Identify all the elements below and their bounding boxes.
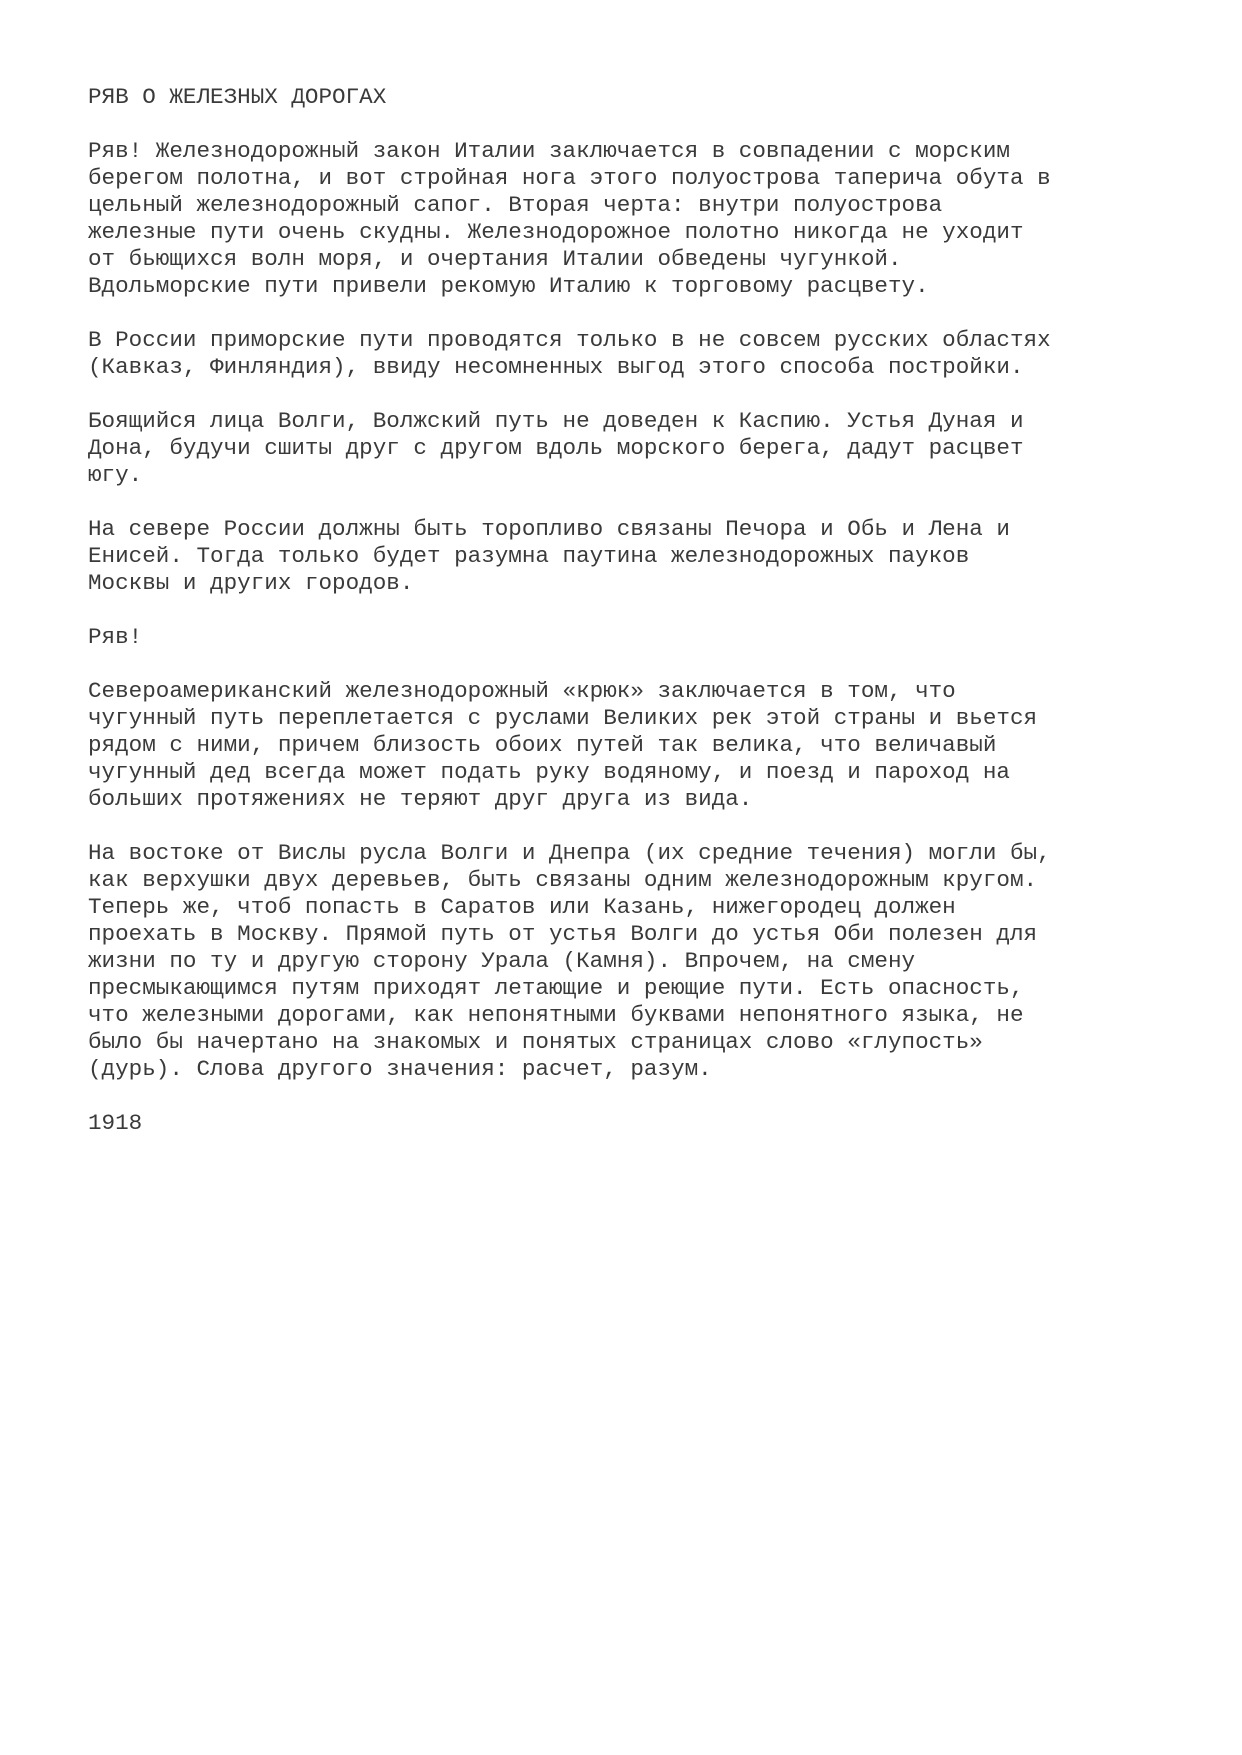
text-line: 1918 [88,1110,143,1136]
text-line: жизни по ту и другую сторону Урала (Камня). Впрочем, на смену [88,948,916,974]
text-line: (Кавказ, Финляндия), ввиду несомненных выгод этого способа постройки. [88,354,1024,380]
text-line: пресмыкающимся путям приходят летающие и реющие пути. Есть опасность, [88,975,1024,1001]
text-line: что железными дорогами, как непонятными буквами непонятного языка, не [88,1002,1024,1028]
text-line: Дона, будучи сшиты друг с другом вдоль морского берега, дадут расцвет [88,435,1024,461]
text-line: больших протяжениях не теряют друг друга из вида. [88,786,753,812]
text-line: Енисей. Тогда только будет разумна паутина железнодорожных пауков [88,543,970,569]
text-line: от бьющихся волн моря, и очертания Италии обведены чугункой. [88,246,902,272]
paragraph-4 [88,516,1168,597]
paragraph-5 [88,624,1168,651]
text-line: железные пути очень скудны. Железнодорожное полотно никогда не уходит [88,219,1024,245]
text-line: Теперь же, чтоб попасть в Саратов или Казань, нижегородец должен [88,894,956,920]
text-line: Вдольморские пути привели рекомую Италию к торговому расцвету. [88,273,929,299]
text-line: как верхушки двух деревьев, быть связаны одним железнодорожным кругом. [88,867,1038,893]
paragraph-6 [88,678,1168,813]
text-line: (дурь). Слова другого значения: расчет, разум. [88,1056,712,1082]
text-line: чугунный путь переплетается с руслами Великих рек этой страны и вьется [88,705,1038,731]
document-title: РЯВ О ЖЕЛЕЗНЫХ ДОРОГАХ [88,84,387,110]
text-line: югу. [88,462,143,488]
text-line: рядом с ними, причем близость обоих путей так велика, что величавый [88,732,997,758]
text-line: На востоке от Вислы русла Волги и Днепра (их средние течения) могли бы, [88,840,1051,866]
paragraph-3 [88,408,1168,489]
text-line: берегом полотна, и вот стройная нога этого полуострова таперича обута в [88,165,1051,191]
date-line [88,1110,1168,1137]
paragraph-2 [88,327,1168,381]
paragraph-7 [88,840,1168,1083]
text-line: На севере России должны быть торопливо связаны Печора и Обь и Лена и [88,516,1010,542]
document-page [88,84,1168,1164]
text-line: чугунный дед всегда может подать руку водяному, и поезд и пароход на [88,759,1010,785]
text-line: проехать в Москву. Прямой путь от устья Волги до устья Оби полезен для [88,921,1038,947]
text-line: цельный железнодорожный сапог. Вторая черта: внутри полуострова [88,192,943,218]
text-line: Североамериканский железнодорожный «крюк» заключается в том, что [88,678,956,704]
text-line: было бы начертано на знакомых и понятых страницах слово «глупость» [88,1029,983,1055]
text-line: Боящийся лица Волги, Волжский путь не доведен к Каспию. Устья Дуная и [88,408,1024,434]
text-line: Ряв! [88,624,143,650]
text-line: В России приморские пути проводятся только в не совсем русских областях [88,327,1051,353]
text-line: Москвы и других городов. [88,570,414,596]
paragraph-1 [88,138,1168,300]
text-line: Ряв! Железнодорожный закон Италии заключается в совпадении с морским [88,138,1010,164]
